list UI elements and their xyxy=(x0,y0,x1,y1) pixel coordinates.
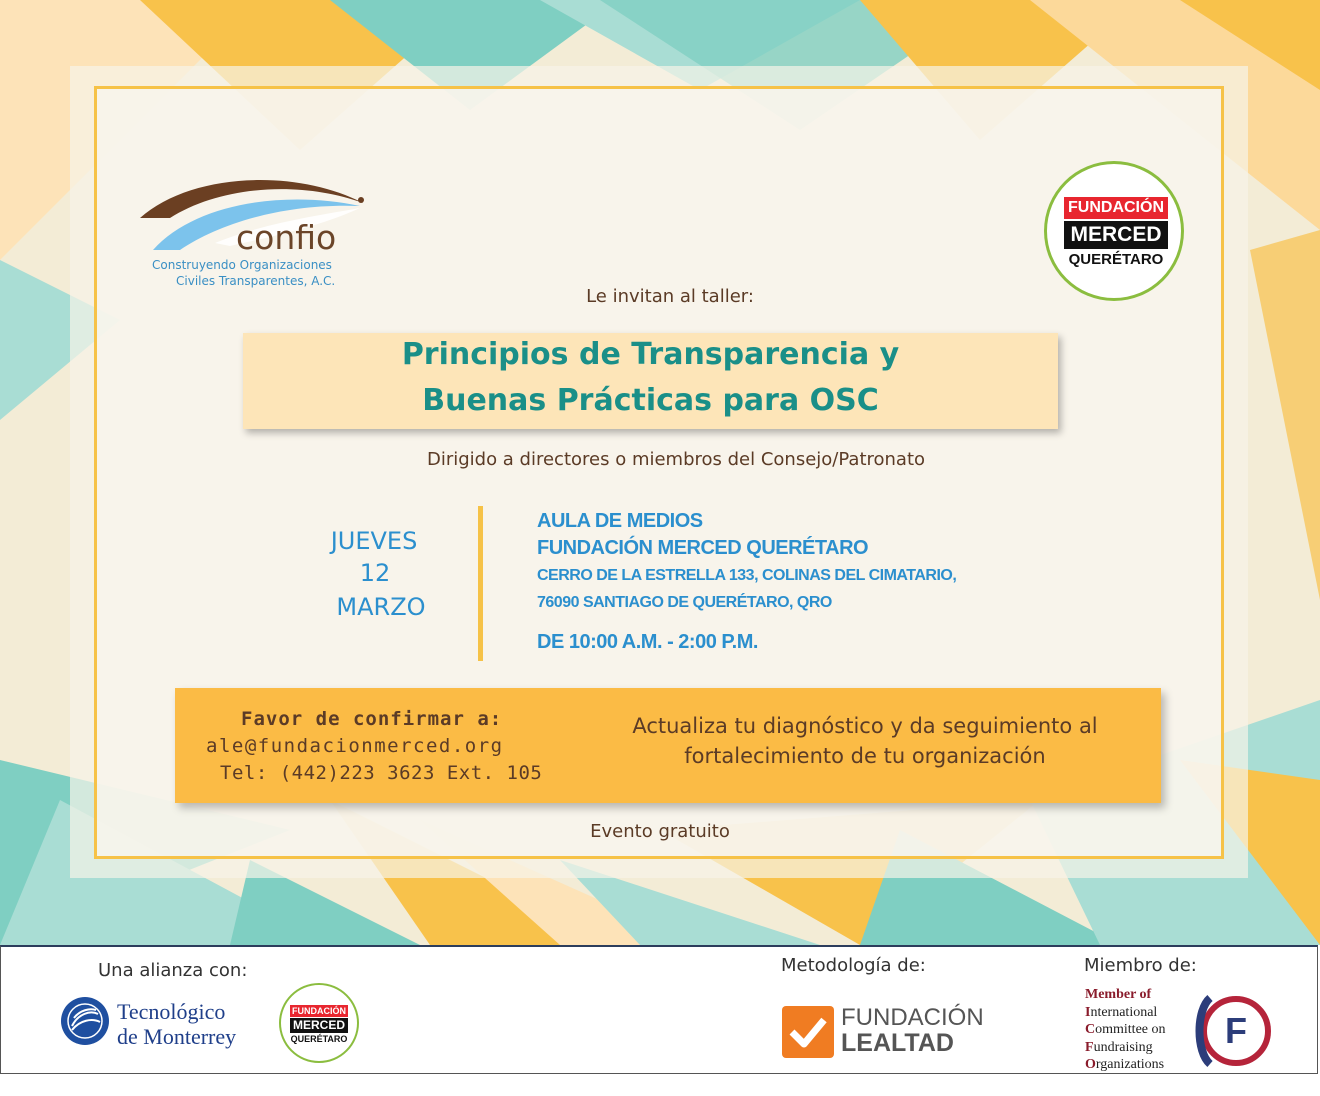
icfo-cap-4: F xyxy=(1085,1039,1094,1055)
date-day: 12 xyxy=(359,559,391,587)
icfo-rest-2: nternational xyxy=(1090,1004,1158,1020)
merced-small-mid: MERCED xyxy=(290,1018,348,1033)
icfo-cap-1: M xyxy=(1085,987,1099,1002)
merced-logo-bottom: QUERÉTARO xyxy=(1068,251,1164,268)
icfo-line-1 xyxy=(1085,986,1166,1004)
lealtad-name-line-1: FUNDACIÓN xyxy=(841,1004,984,1031)
icfo-line-2 xyxy=(1085,1004,1166,1022)
merced-small-top: FUNDACIÓN xyxy=(292,1006,346,1016)
tec-name-line-1: Tecnológico xyxy=(117,999,226,1024)
lealtad-check-icon xyxy=(782,1006,834,1058)
confio-name: confio xyxy=(236,218,337,257)
venue-address-1: CERRO DE LA ESTRELLA 133, COLINAS DEL CIMATARIO, xyxy=(537,567,957,584)
icfo-cap-3: C xyxy=(1085,1022,1096,1037)
icfo-rest-3: ommittee on xyxy=(1095,1022,1166,1037)
audience-text: Dirigido a directores o miembros del Consejo/Patronato xyxy=(426,449,926,470)
icfo-cap-2: I xyxy=(1085,1004,1091,1020)
tec-monterrey-seal-icon xyxy=(60,996,110,1046)
divider-line xyxy=(478,506,483,661)
icfo-line-4 xyxy=(1085,1039,1166,1057)
rsvp-phone: Tel: (442)223 3623 Ext. 105 xyxy=(220,762,543,784)
lealtad-name-line-2: LEALTAD xyxy=(841,1029,954,1057)
fundacion-merced-logo-small xyxy=(279,983,359,1063)
icfo-logo-icon xyxy=(1192,990,1274,1072)
icfo-line-5 xyxy=(1085,1056,1166,1074)
icfo-line-3 xyxy=(1085,1021,1166,1039)
cta-line-1: Actualiza tu diagnóstico y da seguimiento al xyxy=(632,714,1098,738)
workshop-title-box xyxy=(243,333,1058,429)
date-weekday: JUEVES xyxy=(330,527,418,555)
confio-tagline-1: Construyendo Organizaciones xyxy=(152,258,332,272)
workshop-title-line-2: Buenas Prácticas para OSC xyxy=(422,383,879,418)
icfo-cap-5: O xyxy=(1085,1057,1096,1072)
invite-line: Le invitan al taller: xyxy=(586,286,754,307)
fundacion-merced-logo xyxy=(1044,161,1184,301)
event-time: DE 10:00 A.M. - 2:00 P.M. xyxy=(537,631,758,653)
merced-logo-top: FUNDACIÓN xyxy=(1064,197,1168,219)
icfo-rest-5: rganizations xyxy=(1095,1057,1165,1072)
date-month: MARZO xyxy=(336,593,426,621)
venue-org: FUNDACIÓN MERCED QUERÉTARO xyxy=(537,537,869,559)
rsvp-email[interactable]: ale@fundacionmerced.org xyxy=(206,735,504,757)
merced-logo-mid: MERCED xyxy=(1064,221,1168,249)
icfo-rest-4: undraising xyxy=(1093,1039,1153,1055)
free-event-text: Evento gratuito xyxy=(590,821,730,842)
rsvp-heading: Favor de confirmar a: xyxy=(241,708,503,730)
tec-name-line-2: de Monterrey xyxy=(117,1024,237,1049)
confio-tagline-2: Civiles Transparentes, A.C. xyxy=(176,274,336,288)
merced-small-bottom: QUERÉTARO xyxy=(290,1034,348,1044)
icfo-rest-1: ember of xyxy=(1098,987,1152,1002)
cta-line-2: fortalecimiento de tu organización xyxy=(684,744,1046,768)
rsvp-box xyxy=(175,688,1161,803)
alliance-label: Una alianza con: xyxy=(98,960,248,981)
venue-room: AULA DE MEDIOS xyxy=(537,510,703,532)
member-label: Miembro de: xyxy=(1084,955,1197,976)
workshop-title-line-1: Principios de Transparencia y xyxy=(401,337,900,372)
methodology-label: Metodología de: xyxy=(781,955,926,976)
icfo-text xyxy=(1085,986,1166,1074)
icfo-logo-letter: F xyxy=(1225,1010,1247,1051)
venue-address-2: 76090 SANTIAGO DE QUERÉTARO, QRO xyxy=(537,594,832,611)
